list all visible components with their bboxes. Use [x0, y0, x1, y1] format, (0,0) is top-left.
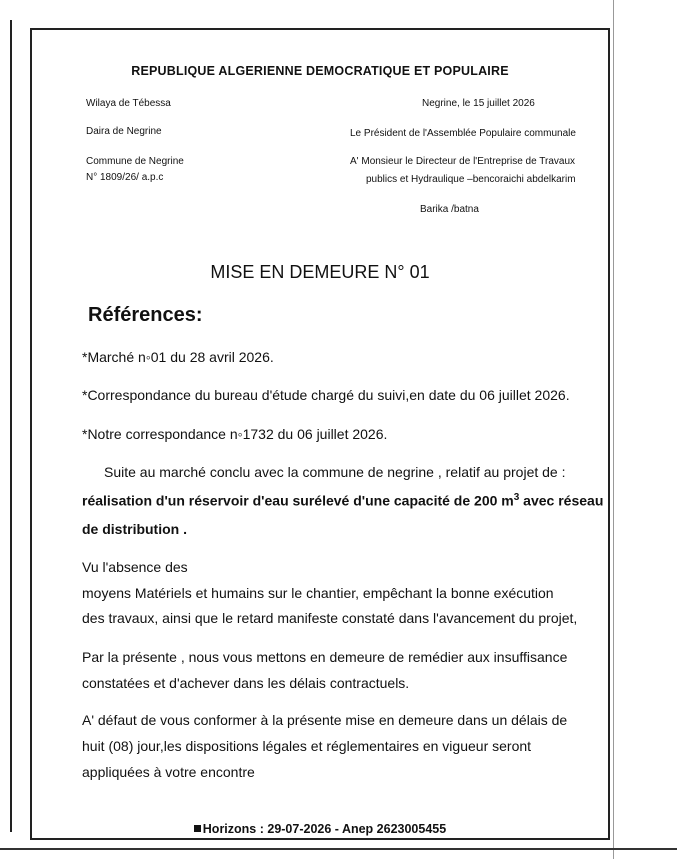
footer-text: Horizons : 29-07-2026 - Anep 2623005455	[202, 822, 447, 836]
addressee-line: Barika /batna	[420, 204, 479, 215]
project-line-2: de distribution .	[82, 521, 187, 537]
paragraph-line: Par la présente , nous vous mettons en demeure de remédier aux insuffisance	[82, 649, 568, 665]
project-line	[82, 492, 603, 509]
paragraph-line: Vu l'absence des	[82, 559, 188, 575]
project-text: réalisation d'un réservoir d'eau surélevé d'une capacité de 200 m	[82, 492, 514, 509]
republic-title: REPUBLIQUE ALGERIENNE DEMOCRATIQUE ET POPULAIRE	[131, 64, 509, 78]
commune-line: Commune de Negrine	[86, 156, 184, 167]
reference-item: *Marché n◦01 du 28 avril 2026.	[82, 349, 274, 365]
publication-footer	[32, 822, 608, 836]
paragraph-line: appliquées à votre encontre	[82, 764, 255, 780]
notice-frame	[30, 28, 610, 840]
reference-item: *Correspondance du bureau d'étude chargé du suivi,en date du 06 juillet 2026.	[82, 387, 570, 403]
project-text-end: avec réseau	[519, 492, 604, 509]
paragraph-line: constatées et d'achever dans les délais contractuels.	[82, 675, 410, 691]
right-page-edge	[613, 0, 614, 859]
paragraph-line: A' défaut de vous conformer à la présente mise en demeure dans un délais de	[82, 712, 568, 728]
addressee-line: publics et Hydraulique –bencoraichi abdelkarim	[366, 174, 576, 185]
square-bullet-icon	[194, 825, 201, 832]
paragraph-line: moyens Matériels et humains sur le chantier, empêchant la bonne exécution	[82, 585, 554, 601]
left-page-edge	[0, 20, 12, 832]
wilaya-line: Wilaya de Tébessa	[86, 98, 171, 109]
cubic-exponent: 3	[513, 492, 520, 503]
paragraph-line: des travaux, ainsi que le retard manifeste constaté dans l'avancement du projet,	[82, 610, 578, 626]
bottom-page-edge	[0, 848, 677, 850]
addressee-line: A' Monsieur le Directeur de l'Entreprise de Travaux	[350, 156, 576, 167]
daira-line: Daira de Negrine	[86, 126, 162, 137]
president-line: Le Président de l'Assemblée Populaire communale	[350, 128, 576, 139]
reference-item: *Notre correspondance n◦1732 du 06 juillet 2026.	[82, 426, 388, 442]
document-title: MISE EN DEMEURE N° 01	[210, 262, 430, 282]
reference-number: N° 1809/26/ a.p.c	[86, 172, 164, 183]
references-heading: Références:	[88, 304, 203, 326]
paragraph-line: huit (08) jour,les dispositions légales et réglementaires en vigueur seront	[82, 738, 532, 754]
date-line: Negrine, le 15 juillet 2026	[422, 98, 535, 109]
intro-line: Suite au marché conclu avec la commune de negrine , relatif au projet de :	[104, 464, 566, 480]
